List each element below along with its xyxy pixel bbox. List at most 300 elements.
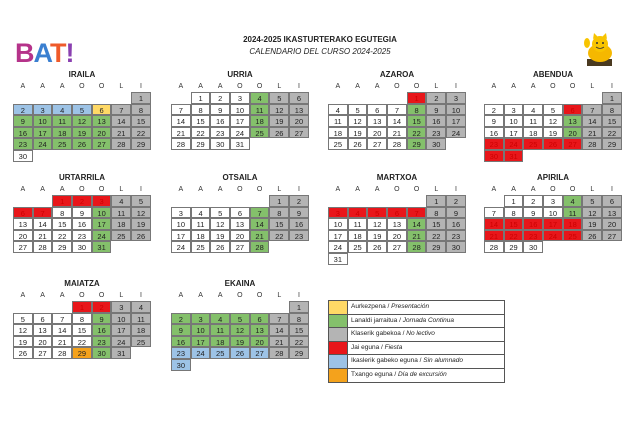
day-cell: 30 (484, 150, 504, 162)
day-cell: 12 (582, 207, 602, 219)
day-cell: 6 (92, 104, 112, 116)
empty-cell (13, 195, 33, 207)
day-cell: 8 (504, 207, 524, 219)
day-cell: 24 (171, 241, 191, 253)
weekday-label: L (590, 83, 595, 90)
day-cell: 9 (171, 324, 191, 336)
day-cell: 23 (171, 347, 191, 359)
legend-label-eu: Aurkezpena (351, 303, 386, 310)
day-cell: 22 (131, 127, 151, 139)
day-cell: 23 (13, 138, 33, 150)
day-cell: 8 (269, 207, 289, 219)
weekday-label: O (256, 292, 263, 299)
empty-cell (250, 301, 270, 313)
day-cell: 15 (426, 218, 446, 230)
day-cell: 14 (171, 115, 191, 127)
day-cell: 28 (171, 138, 191, 150)
empty-cell (367, 195, 387, 207)
weekday-label: A (59, 292, 65, 299)
weekday-label: L (277, 186, 282, 193)
day-cell: 4 (348, 207, 368, 219)
legend-label-eu: Txango eguna (351, 370, 393, 378)
day-cell: 26 (13, 347, 33, 359)
day-cell: 13 (602, 207, 622, 219)
day-cell: 16 (13, 127, 33, 139)
day-cell: 23 (92, 336, 112, 348)
day-cell: 27 (289, 127, 309, 139)
day-cell: 14 (250, 218, 270, 230)
empty-cell (171, 92, 191, 104)
weekday-label: O (569, 186, 576, 193)
day-cell: 14 (269, 324, 289, 336)
day-cell: 19 (543, 127, 563, 139)
empty-cell (484, 195, 504, 207)
empty-cell (72, 92, 92, 104)
day-cell: 1 (426, 195, 446, 207)
day-cell: 26 (131, 230, 151, 242)
day-cell: 25 (52, 138, 72, 150)
day-cell: 29 (131, 138, 151, 150)
month-name: OTSAILA (222, 173, 258, 182)
day-cell: 23 (426, 127, 446, 139)
day-cell: 16 (426, 115, 446, 127)
empty-cell (387, 195, 407, 207)
day-cell: 30 (13, 150, 33, 162)
day-cell: 10 (230, 104, 250, 116)
empty-cell (33, 92, 53, 104)
weekday-header (13, 290, 151, 301)
legend-item: Jai eguna / Fiesta (329, 342, 504, 356)
day-cell: 25 (131, 336, 151, 348)
day-cell: 27 (367, 138, 387, 150)
day-cell: 15 (131, 115, 151, 127)
day-cell: 7 (582, 104, 602, 116)
weekday-label: O (394, 186, 400, 193)
day-cell: 19 (131, 218, 151, 230)
weekday-label: I (610, 83, 613, 90)
day-cell: 2 (446, 195, 466, 207)
weekday-label: A (355, 83, 360, 90)
day-cell: 16 (210, 115, 230, 127)
day-cell: 17 (92, 218, 112, 230)
day-cell: 12 (72, 115, 92, 127)
month-name: EKAINA (224, 279, 256, 288)
day-cell: 21 (269, 336, 289, 348)
day-cell: 4 (523, 104, 543, 116)
month-urria (171, 69, 309, 150)
month-name: IRAILA (68, 70, 96, 79)
day-grid (171, 92, 309, 150)
weekday-label: O (237, 292, 243, 299)
day-cell: 13 (367, 115, 387, 127)
day-cell: 23 (72, 230, 92, 242)
weekday-label: L (119, 186, 124, 193)
weekday-label: A (20, 292, 26, 299)
weekday-label: A (198, 83, 203, 90)
weekday-label: O (256, 186, 263, 193)
day-cell: 6 (13, 207, 33, 219)
day-cell: 26 (269, 127, 289, 139)
day-cell: 5 (543, 104, 563, 116)
day-cell: 15 (504, 218, 524, 230)
day-cell: 7 (111, 104, 131, 116)
day-cell: 16 (289, 218, 309, 230)
day-cell: 5 (72, 104, 92, 116)
day-cell: 17 (191, 336, 211, 348)
day-cell: 19 (582, 218, 602, 230)
day-cell: 10 (92, 207, 112, 219)
day-cell: 27 (387, 241, 407, 253)
day-cell: 1 (131, 92, 151, 104)
day-cell: 15 (602, 115, 622, 127)
empty-cell (52, 92, 72, 104)
day-cell: 21 (484, 230, 504, 242)
weekday-header (13, 81, 151, 92)
weekday-label: A (374, 186, 380, 193)
day-grid (328, 195, 466, 265)
weekday-label: O (79, 186, 85, 193)
day-cell: 13 (13, 218, 33, 230)
day-grid (484, 195, 622, 253)
day-cell: 30 (446, 241, 466, 253)
day-cell: 25 (328, 138, 348, 150)
day-cell: 8 (191, 104, 211, 116)
weekday-label: O (237, 83, 243, 90)
weekday-label: O (394, 83, 400, 90)
day-cell: 29 (407, 138, 427, 150)
weekday-header (328, 184, 466, 195)
month-apirila (484, 172, 622, 253)
day-cell: 6 (33, 313, 53, 325)
weekday-label: A (178, 186, 184, 193)
day-cell: 1 (191, 92, 211, 104)
day-cell: 6 (563, 104, 583, 116)
legend (328, 300, 505, 383)
empty-cell (171, 195, 191, 207)
day-cell: 24 (230, 127, 250, 139)
day-cell: 5 (230, 313, 250, 325)
day-cell: 3 (446, 92, 466, 104)
day-cell: 30 (426, 138, 446, 150)
day-cell: 22 (504, 230, 524, 242)
day-cell: 10 (328, 218, 348, 230)
weekday-header (13, 184, 151, 195)
day-cell: 19 (269, 115, 289, 127)
weekday-header (484, 81, 622, 92)
day-cell: 27 (250, 347, 270, 359)
day-cell: 7 (171, 104, 191, 116)
day-cell: 22 (191, 127, 211, 139)
day-cell: 26 (230, 347, 250, 359)
day-cell: 7 (33, 207, 53, 219)
day-cell: 12 (269, 104, 289, 116)
legend-item: Ikaslerik gabeko eguna / Sin alumnado (329, 355, 504, 369)
weekday-header (171, 290, 309, 301)
day-cell: 3 (33, 104, 53, 116)
empty-cell (33, 301, 53, 313)
day-cell: 19 (230, 336, 250, 348)
day-cell: 6 (250, 313, 270, 325)
day-cell: 11 (328, 115, 348, 127)
day-cell: 24 (33, 138, 53, 150)
weekday-label: I (139, 83, 142, 90)
day-cell: 29 (504, 241, 524, 253)
day-cell: 10 (111, 313, 131, 325)
day-cell: 4 (191, 207, 211, 219)
month-name: APIRILA (537, 173, 569, 182)
month-name: AZAROA (379, 70, 415, 79)
month-name: MAIATZA (64, 279, 100, 288)
empty-cell (250, 195, 270, 207)
day-cell: 11 (250, 104, 270, 116)
legend-label-es: Día de excursión (397, 370, 447, 378)
weekday-label: A (59, 83, 65, 90)
day-cell: 31 (111, 347, 131, 359)
day-cell: 12 (367, 218, 387, 230)
day-cell: 13 (289, 104, 309, 116)
weekday-label: A (530, 83, 536, 90)
day-cell: 9 (92, 313, 112, 325)
day-cell: 30 (72, 241, 92, 253)
day-cell: 5 (367, 207, 387, 219)
day-cell: 30 (210, 138, 230, 150)
weekday-label: O (413, 83, 420, 90)
empty-cell (543, 92, 563, 104)
day-cell: 24 (92, 230, 112, 242)
day-cell: 17 (33, 127, 53, 139)
day-cell: 20 (92, 127, 112, 139)
legend-swatch (329, 328, 348, 341)
legend-label-es: Sin alumnado (423, 357, 464, 365)
weekday-label: O (413, 186, 420, 193)
day-cell: 12 (210, 218, 230, 230)
day-cell: 22 (426, 230, 446, 242)
weekday-label: O (98, 186, 105, 193)
day-cell: 9 (13, 115, 33, 127)
day-cell: 27 (13, 241, 33, 253)
day-cell: 28 (407, 241, 427, 253)
empty-cell (13, 92, 33, 104)
day-cell: 28 (582, 138, 602, 150)
weekday-label: A (59, 186, 65, 193)
day-cell: 10 (171, 218, 191, 230)
day-cell: 11 (111, 207, 131, 219)
day-cell: 17 (446, 115, 466, 127)
day-cell: 1 (289, 301, 309, 313)
day-cell: 31 (328, 253, 348, 265)
day-cell: 1 (72, 301, 92, 313)
weekday-label: O (550, 83, 556, 90)
empty-cell (348, 195, 368, 207)
empty-cell (269, 301, 289, 313)
day-cell: 21 (171, 127, 191, 139)
weekday-label: A (511, 83, 516, 90)
day-cell: 4 (250, 92, 270, 104)
empty-cell (328, 92, 348, 104)
day-cell: 28 (387, 138, 407, 150)
empty-cell (387, 92, 407, 104)
day-cell: 6 (289, 92, 309, 104)
day-cell: 22 (52, 230, 72, 242)
day-grid (13, 92, 151, 162)
day-grid (171, 301, 309, 371)
empty-cell (348, 92, 368, 104)
day-cell: 14 (582, 115, 602, 127)
day-cell: 24 (446, 127, 466, 139)
day-cell: 13 (387, 218, 407, 230)
weekday-header (171, 184, 309, 195)
weekday-label: L (119, 292, 124, 299)
empty-cell (52, 301, 72, 313)
day-cell: 16 (72, 218, 92, 230)
calendar-subtitle: CALENDARIO DEL CURSO 2024-2025 (249, 47, 391, 56)
day-cell: 16 (484, 127, 504, 139)
day-grid (13, 301, 151, 359)
day-cell: 20 (13, 230, 33, 242)
legend-label-es: Jornada Continua (402, 316, 455, 324)
day-cell: 2 (92, 301, 112, 313)
month-name: URTARRILA (58, 173, 106, 182)
weekday-label: O (569, 83, 576, 90)
weekday-label: A (511, 186, 516, 193)
day-cell: 27 (602, 230, 622, 242)
month-iraila (13, 69, 151, 162)
day-cell: 8 (289, 313, 309, 325)
day-cell: 26 (582, 230, 602, 242)
day-cell: 7 (484, 207, 504, 219)
day-grid (171, 195, 309, 253)
day-cell: 25 (210, 347, 230, 359)
day-cell: 1 (52, 195, 72, 207)
day-cell: 20 (230, 230, 250, 242)
empty-cell (92, 92, 112, 104)
day-cell: 22 (407, 127, 427, 139)
day-cell: 31 (504, 150, 524, 162)
day-cell: 21 (33, 230, 53, 242)
day-cell: 13 (230, 218, 250, 230)
day-cell: 20 (387, 230, 407, 242)
day-cell: 30 (523, 241, 543, 253)
day-cell: 24 (191, 347, 211, 359)
empty-cell (484, 92, 504, 104)
day-cell: 17 (328, 230, 348, 242)
day-cell: 3 (543, 195, 563, 207)
day-cell: 25 (191, 241, 211, 253)
day-cell: 4 (111, 195, 131, 207)
day-cell: 17 (504, 127, 524, 139)
day-cell: 13 (250, 324, 270, 336)
legend-label-es: No lectivo (406, 330, 435, 338)
day-cell: 21 (111, 127, 131, 139)
day-cell: 2 (171, 313, 191, 325)
weekday-label: A (20, 83, 26, 90)
day-cell: 21 (250, 230, 270, 242)
weekday-label: A (335, 186, 341, 193)
month-name: ABENDUA (533, 70, 573, 79)
weekday-label: A (355, 186, 360, 193)
weekday-header (328, 81, 466, 92)
weekday-label: L (434, 83, 439, 90)
month-urtarrila (13, 172, 151, 253)
day-cell: 15 (407, 115, 427, 127)
empty-cell (191, 301, 211, 313)
day-cell: 6 (367, 104, 387, 116)
weekday-label: L (590, 186, 595, 193)
weekday-label: A (178, 83, 184, 90)
legend-label-es: Fiesta (384, 343, 403, 351)
day-cell: 19 (13, 336, 33, 348)
day-cell: 18 (191, 230, 211, 242)
weekday-label: I (139, 292, 142, 299)
weekday-label: L (277, 83, 282, 90)
weekday-label: A (530, 186, 536, 193)
weekday-label: L (277, 292, 282, 299)
day-cell: 3 (171, 207, 191, 219)
month-maiatza (13, 278, 151, 359)
day-cell: 13 (92, 115, 112, 127)
day-cell: 20 (367, 127, 387, 139)
empty-cell (523, 92, 543, 104)
day-cell: 23 (446, 230, 466, 242)
day-cell: 12 (131, 207, 151, 219)
day-cell: 9 (523, 207, 543, 219)
day-cell: 17 (543, 218, 563, 230)
day-cell: 22 (269, 230, 289, 242)
day-cell: 15 (52, 218, 72, 230)
day-cell: 9 (426, 104, 446, 116)
weekday-label: A (491, 83, 497, 90)
day-cell: 25 (563, 230, 583, 242)
weekday-label: A (178, 292, 184, 299)
day-cell: 24 (111, 336, 131, 348)
lucky-cat-icon (582, 33, 616, 67)
day-cell: 28 (33, 241, 53, 253)
legend-swatch (329, 369, 348, 382)
day-cell: 4 (210, 313, 230, 325)
day-cell: 18 (328, 127, 348, 139)
day-cell: 26 (367, 241, 387, 253)
weekday-header (171, 81, 309, 92)
weekday-label: O (237, 186, 243, 193)
day-cell: 7 (52, 313, 72, 325)
day-cell: 29 (52, 241, 72, 253)
day-cell: 15 (289, 324, 309, 336)
legend-item: Klaserik gabekoa / No lectivo (329, 328, 504, 342)
day-cell: 3 (328, 207, 348, 219)
day-cell: 18 (348, 230, 368, 242)
day-cell: 26 (543, 138, 563, 150)
day-cell: 2 (426, 92, 446, 104)
day-cell: 18 (111, 218, 131, 230)
day-cell: 20 (602, 218, 622, 230)
day-cell: 5 (210, 207, 230, 219)
day-cell: 10 (504, 115, 524, 127)
legend-label-es: Presentación (391, 303, 430, 310)
empty-cell (210, 195, 230, 207)
day-cell: 8 (426, 207, 446, 219)
day-cell: 7 (269, 313, 289, 325)
day-cell: 10 (446, 104, 466, 116)
day-cell: 1 (504, 195, 524, 207)
day-cell: 11 (563, 207, 583, 219)
weekday-label: O (79, 292, 85, 299)
day-cell: 25 (111, 230, 131, 242)
day-cell: 29 (72, 347, 92, 359)
day-cell: 11 (348, 218, 368, 230)
day-cell: 22 (72, 336, 92, 348)
day-cell: 5 (348, 104, 368, 116)
day-cell: 24 (543, 230, 563, 242)
